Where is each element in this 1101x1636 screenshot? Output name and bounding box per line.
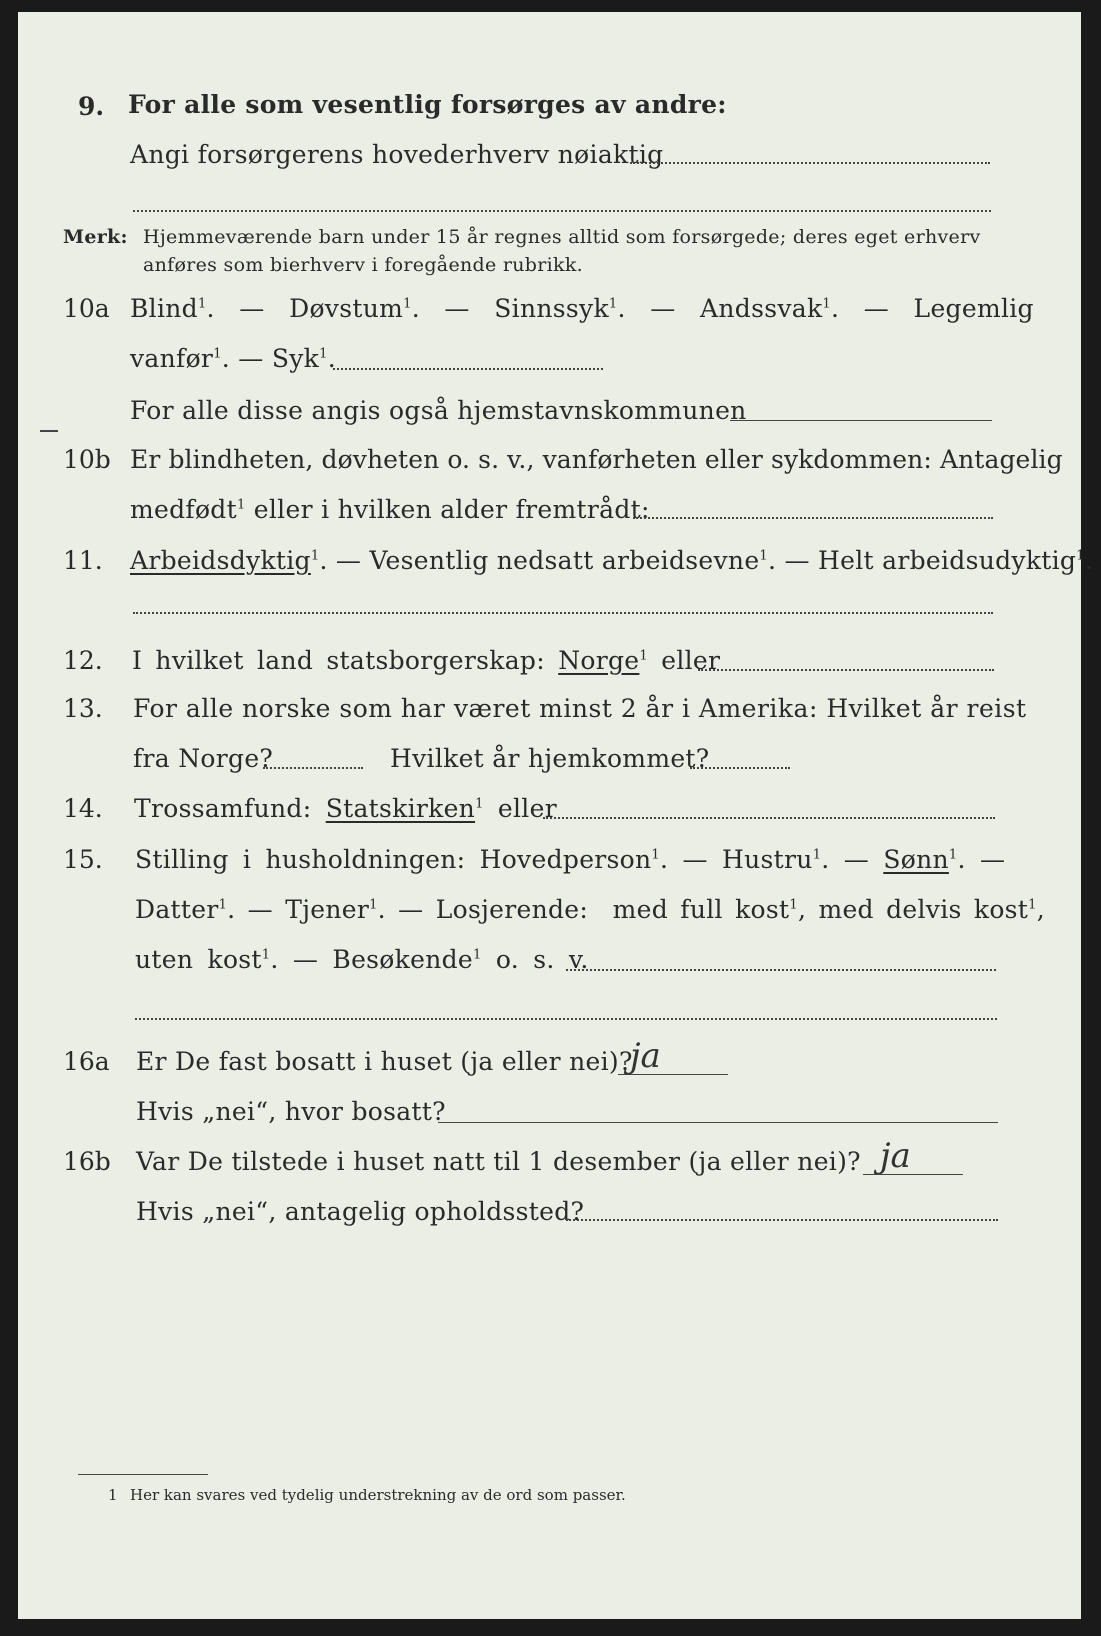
q16b-number: 16b: [63, 1147, 111, 1176]
option-blind[interactable]: Blind: [130, 294, 198, 323]
option-tjener[interactable]: Tjener: [285, 895, 370, 924]
q15-line1: Stilling i husholdningen: Hovedperson$^1$. — Hustru$^1$. — Sønn$^1$. —: [135, 845, 1006, 874]
q13-hjem-line[interactable]: [690, 767, 790, 769]
merk-text-1: Hjemmeværende barn under 15 år regnes alltid som forsørgede; deres eget erhverv: [143, 226, 981, 248]
q12-answer-line[interactable]: [698, 669, 994, 671]
q16a-answer-underline: [618, 1074, 728, 1075]
q9-number: 9.: [78, 92, 105, 121]
q10b-line1: Er blindheten, døvheten o. s. v., vanførheten eller sykdommen: Antagelig: [130, 445, 1063, 474]
hjemstavn-line[interactable]: [730, 420, 992, 421]
option-uten-kost[interactable]: uten kost: [135, 945, 262, 974]
q9-answer-line[interactable]: [630, 162, 990, 164]
footnote-mark: 1: [108, 1486, 118, 1504]
q14-answer-line[interactable]: [543, 817, 995, 819]
q16b-handwritten-answer[interactable]: ja: [880, 1136, 911, 1176]
q15-answer-line[interactable]: [566, 969, 996, 971]
q10a-line1: Blind$^1$. — Døvstum$^1$. — Sinnssyk$^1$. — Andssvak$^1$. — Legemlig: [130, 294, 1034, 323]
q16a-bosatt-line[interactable]: [438, 1122, 998, 1123]
q14-number: 14.: [63, 794, 103, 823]
q10a-line2: vanfør$^1$. — Syk$^1$.: [130, 344, 336, 373]
footnote-rule: [78, 1474, 208, 1475]
merk-text-2: anføres som bierhverv i foregående rubrikk.: [143, 254, 583, 276]
q10a-number: 10a: [63, 294, 110, 323]
option-legemlig[interactable]: Legemlig: [913, 294, 1034, 323]
q11-answer-line[interactable]: [133, 612, 993, 614]
q16a-line1: Er De fast bosatt i huset (ja eller nei)?: [136, 1047, 633, 1076]
margin-mark: [40, 430, 58, 432]
option-norge[interactable]: Norge: [558, 646, 640, 675]
option-delvis-kost[interactable]: med delvis kost: [818, 895, 1029, 924]
q15-line2: Datter$^1$. — Tjener$^1$. — Losjerende: med full kost$^1$, med delvis kost$^1$,: [135, 895, 1045, 924]
option-helt-arbeidsudyktig[interactable]: Helt arbeidsudyktig: [818, 546, 1077, 575]
option-full-kost[interactable]: med full kost: [612, 895, 790, 924]
merk-label: Merk:: [63, 226, 128, 248]
q11-line: Arbeidsdyktig$^1$. — Vesentlig nedsatt arbeidsevne$^1$. — Helt arbeidsudyktig$^1$.: [130, 546, 1094, 575]
option-syk[interactable]: Syk: [271, 344, 320, 373]
q16a-handwritten-answer[interactable]: ja: [630, 1036, 661, 1076]
q10b-answer-line[interactable]: [633, 517, 993, 519]
option-andssvak[interactable]: Andssvak: [700, 294, 823, 323]
q15-number: 15.: [63, 845, 103, 874]
q10b-number: 10b: [63, 445, 111, 474]
q12-number: 12.: [63, 646, 103, 675]
option-statskirken[interactable]: Statskirken: [325, 794, 476, 823]
q12-line: I hvilket land statsborgerskap: Norge$^1$ eller: [132, 646, 721, 675]
option-hovedperson[interactable]: Hovedperson: [479, 845, 652, 874]
q14-line: Trossamfund: Statskirken$^1$ eller: [134, 794, 557, 823]
option-datter[interactable]: Datter: [135, 895, 219, 924]
option-sinnssyk[interactable]: Sinnssyk: [494, 294, 609, 323]
q11-number: 11.: [63, 546, 103, 575]
q13-line1: For alle norske som har været minst 2 år i Amerika: Hvilket år reist: [133, 694, 1027, 723]
option-vesentlig-nedsatt[interactable]: Vesentlig nedsatt arbeidsevne: [369, 546, 760, 575]
q15-answer-line-2[interactable]: [135, 1018, 997, 1020]
q10a-line3: For alle disse angis også hjemstavnskommunen: [130, 396, 747, 425]
q16a-number: 16a: [63, 1047, 110, 1076]
q13-fra-line[interactable]: [263, 767, 363, 769]
option-besokende[interactable]: Besøkende: [332, 945, 473, 974]
q13-hjemkommet: Hvilket år hjemkommet?: [390, 744, 710, 773]
q10b-line2: medfødt$^1$ eller i hvilken alder fremtrådt:: [130, 495, 650, 524]
q16a-line2: Hvis „nei“, hvor bosatt?: [136, 1097, 446, 1126]
option-sonn[interactable]: Sønn: [883, 845, 949, 874]
footnote-text: Her kan svares ved tydelig understrekning av de ord som passer.: [130, 1486, 626, 1504]
q10a-syk-line[interactable]: [333, 368, 603, 370]
option-medfodt[interactable]: medfødt: [130, 495, 237, 524]
census-form-page: [18, 12, 1094, 1619]
q9-instruction: Angi forsørgerens hovederhverv nøiaktig: [130, 140, 664, 169]
q13-fra-norge: fra Norge?: [133, 744, 274, 773]
q13-number: 13.: [63, 694, 103, 723]
option-dovstum[interactable]: Døvstum: [289, 294, 404, 323]
q16b-answer-underline: [863, 1174, 963, 1175]
q15-line3: uten kost$^1$. — Besøkende$^1$ o. s. v.: [135, 945, 589, 974]
option-hustru[interactable]: Hustru: [722, 845, 813, 874]
q16b-line2: Hvis „nei“, antagelig opholdssted?: [136, 1197, 585, 1226]
q9-heading: For alle som vesentlig forsørges av andre:: [128, 90, 727, 119]
q16b-line1: Var De tilstede i huset natt til 1 desember (ja eller nei)?: [136, 1147, 861, 1176]
q9-answer-line-2[interactable]: [133, 210, 991, 212]
option-vanfor[interactable]: vanfør: [130, 344, 214, 373]
option-arbeidsdyktig[interactable]: Arbeidsdyktig: [130, 546, 311, 575]
q16b-opholdssted-line[interactable]: [566, 1219, 998, 1221]
